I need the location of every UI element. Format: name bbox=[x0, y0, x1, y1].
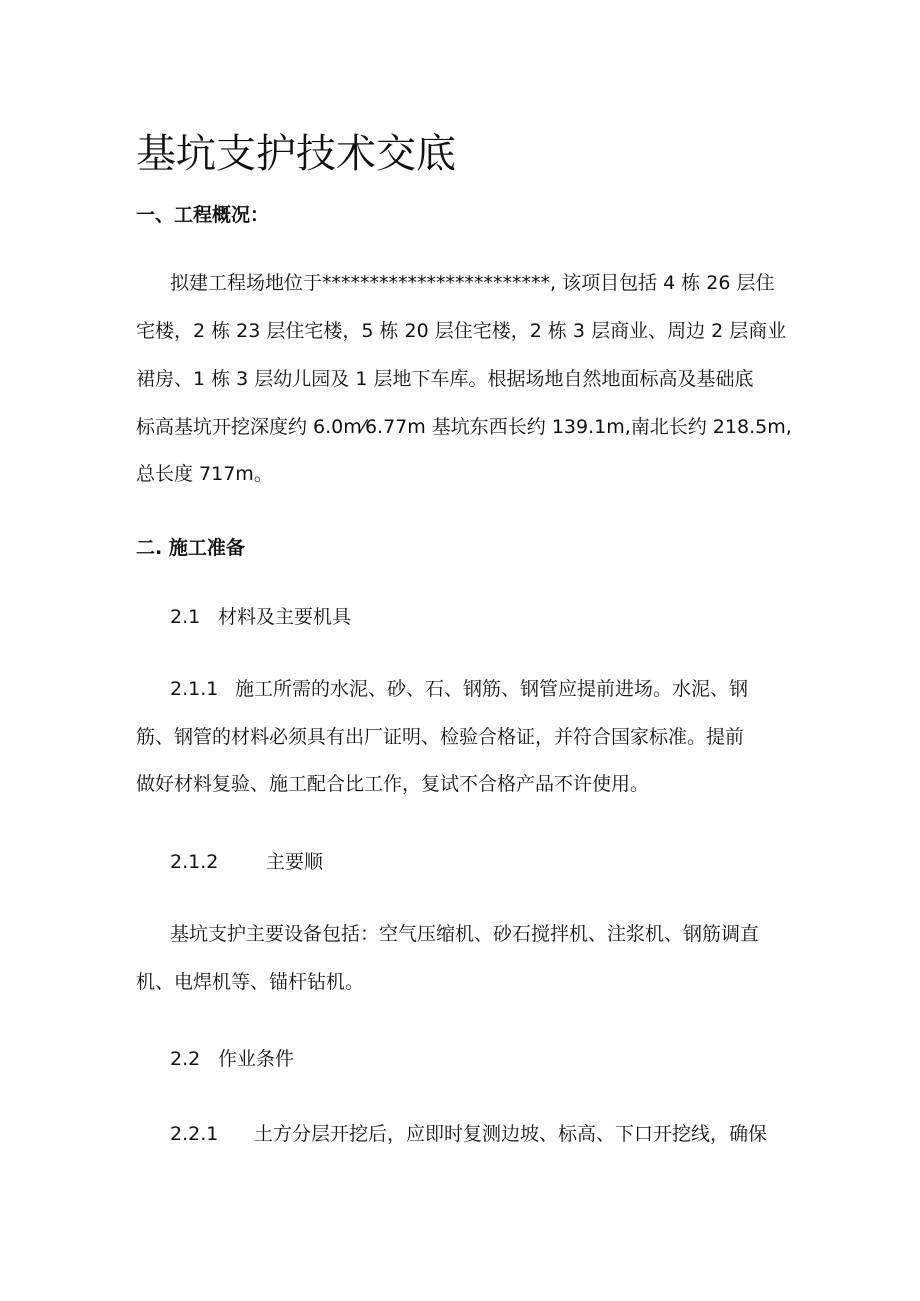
section-1-line-1: 拟建工程场地位于************************, 该项目包括 4 栋 26 层住 bbox=[170, 272, 775, 294]
subsection-2-2-1-number: 2.2.1 bbox=[170, 1123, 219, 1145]
subsection-2-2-number: 2.2 bbox=[170, 1048, 201, 1070]
section-2-heading: 二. 施工准备 bbox=[136, 537, 245, 559]
subsection-2-1-1-text-1: 施工所需的水泥、砂、石、钢筋、钢管应提前进场。水泥、钢 bbox=[235, 678, 749, 700]
document-title: 基坑支护技术交底 bbox=[136, 131, 456, 177]
subsection-2-1-2-number: 2.1.2 bbox=[170, 851, 219, 873]
subsection-2-1-1-line-2: 筋、钢管的材料必须具有出厂证明、检验合格证，并符合国家标准。提前 bbox=[136, 726, 745, 748]
subsection-2-1-1-number: 2.1.1 bbox=[170, 678, 219, 700]
section-1-line-4: 标高基坑开挖深度约 6.0m⁄6.77m 基坑东西长约 139.1m,南北长约 218.5m, bbox=[136, 416, 792, 438]
section-1-line-3: 裙房、1 栋 3 层幼儿园及 1 层地下车库。根据场地自然地面标高及基础底 bbox=[136, 368, 754, 390]
subsection-2-1-2-title: 主要顺 bbox=[266, 851, 324, 873]
subsection-2-1-number: 2.1 bbox=[170, 606, 201, 628]
subsection-2-2-1-line-1 bbox=[170, 1121, 767, 1147]
subsection-2-2 bbox=[170, 1046, 294, 1072]
section-1-heading: 一、工程概况： bbox=[136, 204, 270, 226]
subsection-2-2-title: 作业条件 bbox=[218, 1048, 295, 1070]
subsection-2-1-title: 材料及主要机具 bbox=[218, 606, 352, 628]
equipment-line-1: 基坑支护主要设备包括：空气压缩机、砂石搅拌机、注浆机、钢筋调直 bbox=[170, 923, 760, 945]
section-1-line-2: 宅楼，2 栋 23 层住宅楼，5 栋 20 层住宅楼，2 栋 3 层商业、周边 2 层商业 bbox=[136, 320, 787, 342]
subsection-2-1-2 bbox=[170, 849, 323, 875]
subsection-2-1-1-line-1 bbox=[170, 676, 748, 702]
subsection-2-1-1-line-3: 做好材料复验、施工配合比工作，复试不合格产品不许使用。 bbox=[136, 773, 650, 795]
subsection-2-2-1-text-1: 土方分层开挖后，应即时复测边坡、标高、下口开挖线，确保 bbox=[254, 1123, 768, 1145]
equipment-line-2: 机、电焊机等、锚杆钻机。 bbox=[136, 971, 365, 993]
subsection-2-1 bbox=[170, 604, 351, 630]
section-1-line-5: 总长度 717m。 bbox=[136, 463, 273, 485]
